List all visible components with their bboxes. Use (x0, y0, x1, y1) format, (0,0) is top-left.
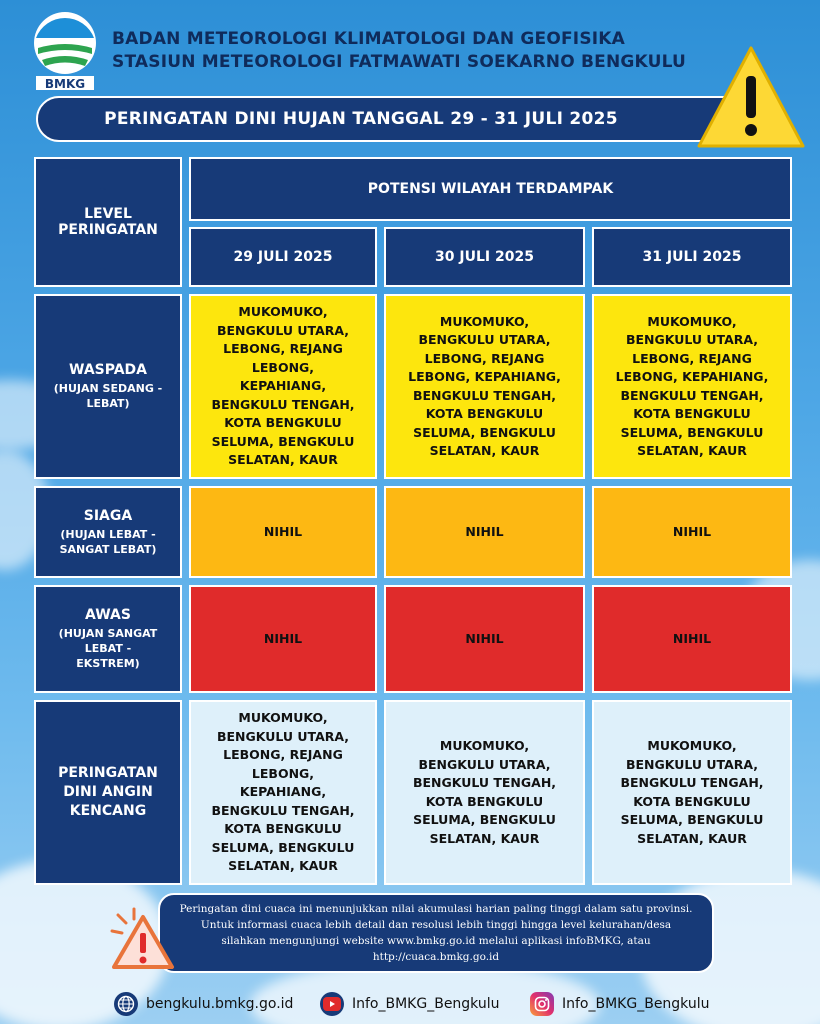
level-subtitle: (HUJAN LEBAT - SANGAT LEBAT) (59, 527, 157, 556)
org-line-2: STASIUN METEOROLOGI FATMAWATI SOEKARNO BENGKULU (112, 52, 687, 72)
info-line-2: Untuk informasi cuaca lebih detail dan resolusi lebih tinggi hingga level kelurahan/desa (200, 919, 672, 931)
awas-day-1: NIHIL (189, 585, 377, 693)
instagram-label: Info_BMKG_Bengkulu (562, 996, 710, 1012)
info-note (158, 893, 714, 973)
region-header-label: POTENSI WILAYAH TERDAMPAK (367, 181, 614, 197)
website-label: bengkulu.bmkg.go.id (146, 996, 294, 1012)
bmkg-logo (30, 10, 100, 90)
angin-day-1: MUKOMUKO, BENGKULU UTARA, LEBONG, REJANG LEBONG, KEPAHIANG, BENGKULU TENGAH, KOTA BENGKULU SELUMA, BENGKULU SELATAN, KAUR (189, 700, 377, 885)
youtube-label: Info_BMKG_Bengkulu (352, 996, 500, 1012)
level-header-line-2: PERINGATAN (58, 222, 158, 238)
footer-youtube[interactable] (320, 990, 500, 1018)
org-line-1: BADAN METEOROLOGI KLIMATOLOGI DAN GEOFISIKA (112, 29, 626, 49)
banner-title: PERINGATAN DINI HUJAN TANGGAL 29 - 31 JULI 2025 (104, 109, 618, 129)
region-header (189, 157, 792, 221)
siaga-day-1: NIHIL (189, 486, 377, 578)
footer-website[interactable] (114, 990, 293, 1018)
awas-day-2: NIHIL (384, 585, 585, 693)
level-header-line-1: LEVEL (84, 206, 132, 222)
date-header-2: 30 JULI 2025 (384, 227, 585, 287)
angin-day-2: MUKOMUKO, BENGKULU UTARA, BENGKULU TENGAH, KOTA BENGKULU SELUMA, BENGKULU SELATAN, KAUR (384, 700, 585, 885)
instagram-icon (530, 992, 554, 1016)
logo-text: BMKG (44, 77, 86, 90)
organization-name (112, 28, 686, 74)
footer-instagram[interactable] (530, 990, 710, 1018)
waspada-day-2: MUKOMUKO, BENGKULU UTARA, LEBONG, REJANG LEBONG, KEPAHIANG, BENGKULU TENGAH, KOTA BENGKULU SELUMA, BENGKULU SELATAN, KAUR (384, 294, 585, 479)
level-subtitle: (HUJAN SEDANG - LEBAT) (53, 382, 163, 410)
level-awas (34, 585, 182, 693)
level-title: AWAS (85, 607, 131, 623)
level-title: PERINGATAN DINI ANGIN KENCANG (58, 765, 158, 819)
level-title: SIAGA (83, 507, 133, 524)
info-line-1: Peringatan dini cuaca ini menunjukkan nilai akumulasi harian paling tinggi dalam satu provinsi. (179, 903, 693, 915)
siaga-day-2: NIHIL (384, 486, 585, 578)
level-title: WASPADA (69, 362, 147, 378)
info-line-4: http://cuaca.bmkg.go.id (372, 951, 500, 963)
date-header-3: 31 JULI 2025 (592, 227, 792, 287)
level-subtitle: (HUJAN SANGAT LEBAT - EKSTREM) (58, 627, 158, 670)
level-header (34, 157, 182, 287)
awas-day-3: NIHIL (592, 585, 792, 693)
level-waspada (34, 294, 182, 479)
alert-icon (108, 905, 178, 975)
info-line-3: silahkan mengunjungi website www.bmkg.go.id melalui aplikasi infoBMKG, atau (221, 935, 651, 947)
level-angin-kencang (34, 700, 182, 885)
globe-icon (114, 992, 138, 1016)
waspada-day-1: MUKOMUKO, BENGKULU UTARA, LEBONG, REJANG LEBONG, KEPAHIANG, BENGKULU TENGAH, KOTA BENGKULU SELUMA, BENGKULU SELATAN, KAUR (189, 294, 377, 479)
youtube-icon (320, 992, 344, 1016)
level-siaga (34, 486, 182, 578)
waspada-day-3: MUKOMUKO, BENGKULU UTARA, LEBONG, REJANG LEBONG, KEPAHIANG, BENGKULU TENGAH, KOTA BENGKULU SELUMA, BENGKULU SELATAN, KAUR (592, 294, 792, 479)
angin-day-3: MUKOMUKO, BENGKULU UTARA, BENGKULU TENGAH, KOTA BENGKULU SELUMA, BENGKULU SELATAN, KAUR (592, 700, 792, 885)
warning-triangle-icon (695, 42, 807, 152)
date-header-1: 29 JULI 2025 (189, 227, 377, 287)
siaga-day-3: NIHIL (592, 486, 792, 578)
title-banner (36, 96, 726, 142)
